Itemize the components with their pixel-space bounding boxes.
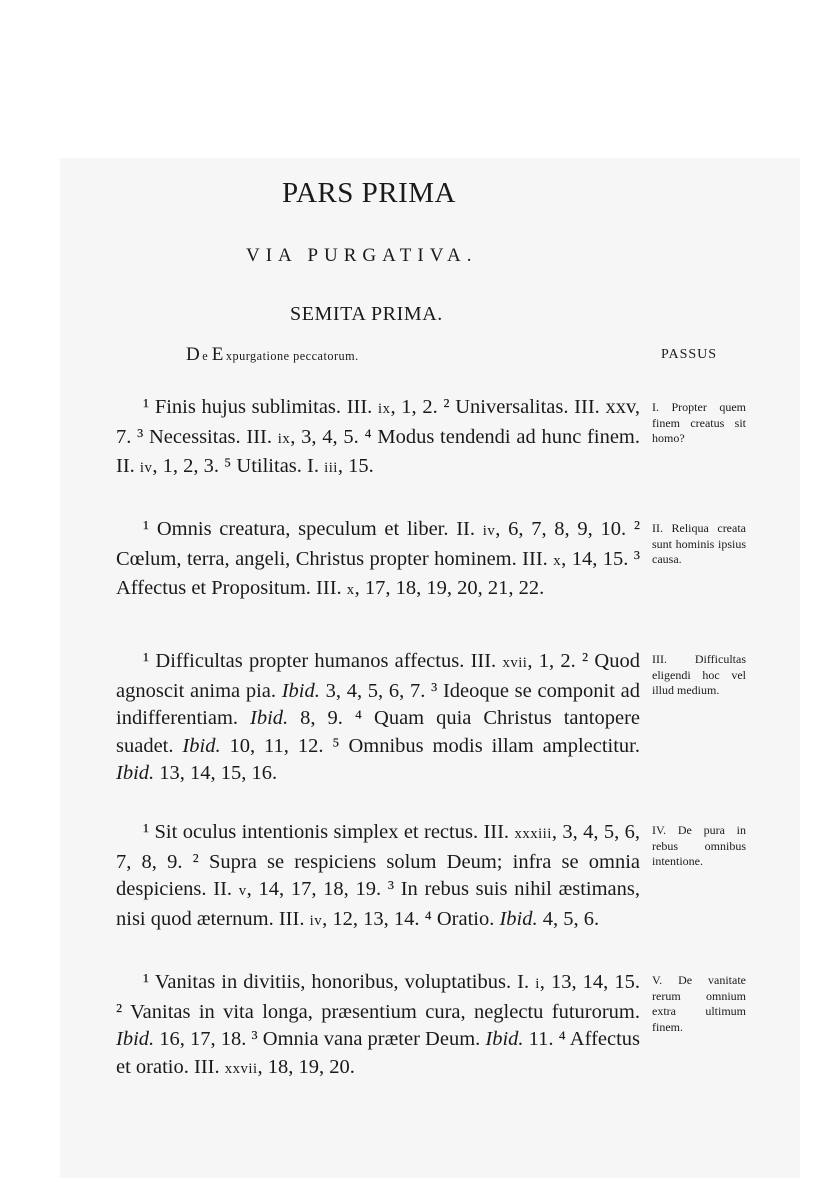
margin-note-5: V. De vanitate rerum omnium extra ultimum finem. (652, 973, 746, 1034)
section-title: SEMITA PRIMA. (290, 303, 443, 325)
paragraph-5: ¹ Vanitas in divitiis, honoribus, voluptatibus. I. i, 13, 14, 15. ² Vanitas in vita longa, præsentium cura, neglectu futurorum. Ibid. 16, 17, 18. ³ Omnia vana præter Deum. Ibid. 11. ⁴ Affectus et oratio. III. xxvii, 18, 19, 20. (116, 971, 641, 1078)
margin-note-1: I. Propter quem finem creatus sit homo? (652, 400, 746, 446)
paragraph-2: ¹ Omnis creatura, speculum et liber. II. iv, 6, 7, 8, 9, 10. ² Cœlum, terra, angeli, Christus propter hominem. III. x, 14, 15. ³ Affectus et Propositum. III. x, 17, 18, 19, 20, 21, 22. (116, 518, 641, 600)
margin-note-4: IV. De pura in rebus omnibus intentione. (652, 823, 746, 869)
paragraph-4: ¹ Sit oculus intentionis simplex et rectus. III. xxxiii, 3, 4, 5, 6, 7, 8, 9. ² Supra se respiciens solum Deum; infra se omnia despiciens. II. v, 14, 17, 18, 19. ³ In rebus suis nihil æstimans, nisi quod æternum. III. iv, 12, 13, 14. ⁴ Oratio. Ibid. 4, 5, 6. (116, 821, 641, 930)
paragraph-3: ¹ Difficultas propter humanos affectus. III. xvii, 1, 2. ² Quod agnoscit anima pia. Ibid. 3, 4, 5, 6, 7. ³ Ideoque se componit ad indifferentiam. Ibid. 8, 9. ⁴ Quam quia Christus tantopere suadet. Ibid. 10, 11, 12. ⁵ Omnibus modis illam amplectitur. Ibid. 13, 14, 15, 16. (116, 650, 640, 785)
part-subtitle: VIA PURGATIVA. (246, 245, 478, 266)
heading-part: e (202, 349, 212, 363)
heading-initial: D (186, 344, 203, 365)
heading-initial-2: E (211, 344, 226, 365)
chapter-heading (186, 344, 359, 366)
paragraph-1: ¹ Finis hujus sublimitas. III. ix, 1, 2. ² Universalitas. III. xxv, 7. ³ Necessitas. III. ix, 3, 4, 5. ⁴ Modus tendendi ad hunc finem. II. iv, 1, 2, 3. ⁵ Utilitas. I. iii, 15. (116, 396, 640, 478)
passus-label: PASSUS (661, 347, 718, 362)
part-title: PARS PRIMA (282, 177, 456, 209)
margin-note-3: III. Difficultas eligendi hoc vel illud medium. (652, 652, 746, 698)
margin-note-2: II. Reliqua creata sunt hominis ipsius causa. (652, 521, 746, 567)
heading-end: xpurgatione peccatorum. (225, 349, 359, 363)
